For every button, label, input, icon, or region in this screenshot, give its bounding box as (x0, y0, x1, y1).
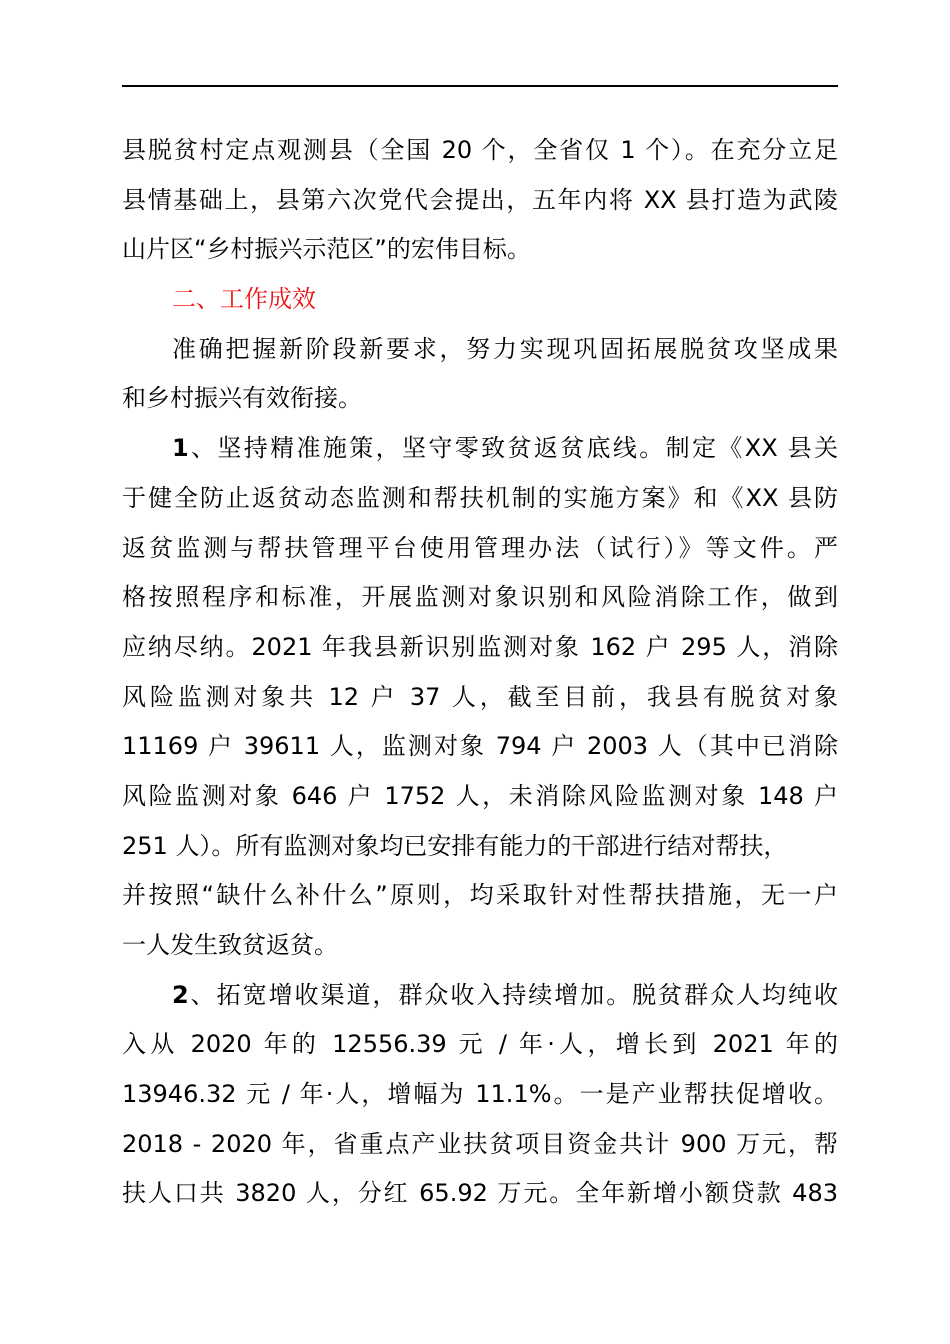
paragraph-line: 一人发生致贫返贫。 (122, 931, 338, 959)
paragraph-line: 风险监测对象共 12 户 37 人，截至目前，我县有脱贫对象 (122, 682, 838, 711)
paragraph-line: 返贫监测与帮扶管理平台使用管理办法（试行）》等文件。严 (122, 533, 838, 562)
item-2-first-line (122, 971, 838, 1021)
paragraph-line: 入从 2020 年的 12556.39 元 / 年·人，增长到 2021 年的 (122, 1030, 838, 1059)
paragraph-line: 251 人）。所有监测对象均已安排有能力的干部进行结对帮扶， (122, 831, 788, 860)
paragraph-line: 于健全防止返贫动态监测和帮扶机制的实施方案》和《XX 县防 (122, 483, 838, 512)
item-1-first-line-text: 、坚持精准施策，坚守零致贫返贫底线。制定《XX 县关 (188, 434, 838, 463)
item-1-number: 1 (172, 434, 189, 463)
item-1-first-line (122, 424, 838, 474)
paragraph-line: 并按照“缺什么补什么”原则，均采取针对性帮扶措施，无一户 (122, 881, 838, 910)
paragraph-line: 风险监测对象 646 户 1752 人，未消除风险监测对象 148 户 (122, 781, 838, 810)
item-2-first-line-text: 、拓宽增收渠道，群众收入持续增加。脱贫群众人均纯收 (188, 980, 838, 1009)
item-2-number: 2 (172, 980, 189, 1009)
section-heading: 二、工作成效 (172, 285, 316, 314)
paragraph-line: 县脱贫村定点观测县（全国 20 个，全省仅 1 个）。在充分立足 (122, 136, 838, 164)
paragraph-line: 准确把握新阶段新要求，努力实现巩固拓展脱贫攻坚成果 (172, 334, 838, 363)
paragraph-line: 山片区“乡村振兴示范区”的宏伟目标。 (122, 235, 531, 264)
paragraph-line: 和乡村振兴有效衔接。 (122, 384, 362, 413)
paragraph-line: 格按照程序和标准，开展监测对象识别和风险消除工作，做到 (122, 583, 838, 612)
document-body (122, 126, 838, 1219)
paragraph-line: 扶人口共 3820 人，分红 65.92 万元。全年新增小额贷款 483 (122, 1179, 838, 1208)
paragraph-line: 2018 - 2020 年，省重点产业扶贫项目资金共计 900 万元，帮 (122, 1129, 838, 1158)
paragraph-line: 11169 户 39611 人，监测对象 794 户 2003 人（其中已消除 (122, 732, 838, 761)
paragraph-line: 县情基础上，县第六次党代会提出，五年内将 XX 县打造为武陵 (122, 185, 838, 214)
header-rule (122, 85, 838, 87)
paragraph-line: 应纳尽纳。2021 年我县新识别监测对象 162 户 295 人，消除 (122, 632, 838, 661)
paragraph-line: 13946.32 元 / 年·人，增幅为 11.1%。一是产业帮扶促增收。 (122, 1080, 838, 1109)
